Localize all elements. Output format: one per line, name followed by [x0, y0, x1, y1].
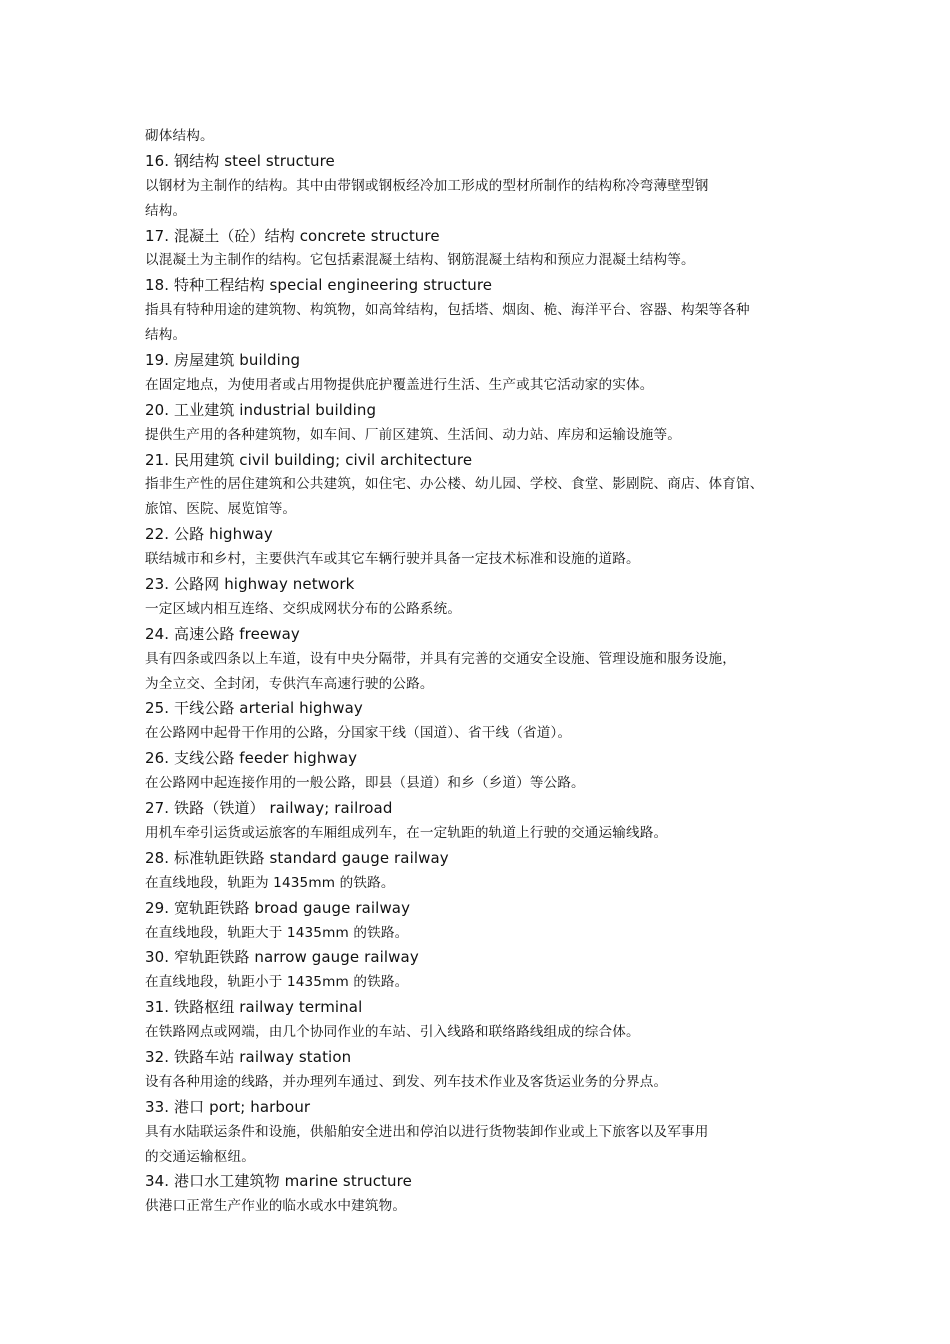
- term-heading: 26. 支线公路 feeder highway: [145, 749, 358, 768]
- definition-line: 以钢材为主制作的结构。其中由带钢或钢板经冷加工形成的型材所制作的结构称冷弯薄壁型钢: [145, 177, 709, 194]
- term-heading: 33. 港口 port; harbour: [145, 1097, 311, 1116]
- term-heading: 16. 钢结构 steel structure: [145, 151, 335, 170]
- term-heading: 32. 铁路车站 railway station: [145, 1047, 352, 1066]
- term-heading: 22. 公路 highway: [145, 525, 273, 544]
- definition-line: 供港口正常生产作业的临水或水中建筑物。: [145, 1198, 407, 1215]
- definition-line: 设有各种用途的线路，并办理列车通过、到发、列车技术作业及客货运业务的分界点。: [145, 1073, 668, 1090]
- definition-line: 具有水陆联运条件和设施，供船舶安全进出和停泊以进行货物装卸作业或上下旅客以及军事用: [145, 1123, 709, 1140]
- term-heading: 17. 混凝土（砼）结构 concrete structure: [145, 226, 440, 245]
- term-heading: 25. 干线公路 arterial highway: [145, 699, 363, 718]
- term-heading: 28. 标准轨距铁路 standard gauge railway: [145, 848, 449, 867]
- definition-line: 用机车牵引运货或运旅客的车厢组成列车，在一定轨距的轨道上行驶的交通运输线路。: [145, 824, 668, 841]
- term-heading: 30. 窄轨距铁路 narrow gauge railway: [145, 948, 419, 967]
- definition-line: 在直线地段，轨距小于 1435mm 的铁路。: [145, 974, 409, 991]
- definition-line: 在公路网中起骨干作用的公路，分国家干线（国道）、省干线（省道）。: [145, 725, 572, 742]
- definition-line: 在固定地点，为使用者或占用物提供庇护覆盖进行生活、生产或其它活动家的实体。: [145, 376, 654, 393]
- term-heading: 31. 铁路枢纽 railway terminal: [145, 998, 363, 1017]
- definition-line: 在直线地段，轨距大于 1435mm 的铁路。: [145, 924, 409, 941]
- term-heading: 27. 铁路（铁道） railway; railroad: [145, 799, 393, 818]
- term-heading: 19. 房屋建筑 building: [145, 351, 301, 370]
- definition-line: 提供生产用的各种建筑物，如车间、厂前区建筑、生活间、动力站、库房和运输设施等。: [145, 426, 682, 443]
- definition-line: 指非生产性的居住建筑和公共建筑，如住宅、办公楼、幼儿园、学校、食堂、影剧院、商店、体育馆、: [145, 476, 764, 493]
- definition-line: 结构。: [145, 327, 187, 344]
- term-heading: 34. 港口水工建筑物 marine structure: [145, 1172, 412, 1191]
- term-heading: 18. 特种工程结构 special engineering structure: [145, 276, 493, 295]
- term-heading: 20. 工业建筑 industrial building: [145, 400, 377, 419]
- definition-line: 为全立交、全封闭，专供汽车高速行驶的公路。: [145, 675, 434, 692]
- definition-line: 的交通运输枢纽。: [145, 1148, 255, 1165]
- definition-line: 一定区域内相互连络、交织成网状分布的公路系统。: [145, 600, 462, 617]
- document-page: [145, 124, 813, 1219]
- term-heading: 21. 民用建筑 civil building; civil architecture: [145, 450, 473, 469]
- definition-line: 指具有特种用途的建筑物、构筑物，如高耸结构，包括塔、烟囱、桅、海洋平台、容器、构架等各种: [145, 302, 750, 319]
- term-heading: 24. 高速公路 freeway: [145, 624, 300, 643]
- term-heading: 29. 宽轨距铁路 broad gauge railway: [145, 898, 411, 917]
- definition-line: 具有四条或四条以上车道，设有中央分隔带，并具有完善的交通安全设施、管理设施和服务设施，: [145, 650, 736, 667]
- definition-line: 在公路网中起连接作用的一般公路，即县（县道）和乡（乡道）等公路。: [145, 775, 585, 792]
- definition-line: 在铁路网点或网端，由几个协同作业的车站、引入线路和联络路线组成的综合体。: [145, 1024, 640, 1041]
- definition-line: 以混凝土为主制作的结构。它包括素混凝土结构、钢筋混凝土结构和预应力混凝土结构等。: [145, 252, 695, 269]
- definition-line: 联结城市和乡村，主要供汽车或其它车辆行驶并具备一定技术标准和设施的道路。: [145, 551, 640, 568]
- definition-line: 砌体结构。: [145, 128, 214, 144]
- definition-line: 结构。: [145, 202, 187, 219]
- term-heading: 23. 公路网 highway network: [145, 575, 355, 594]
- definition-line: 在直线地段，轨距为 1435mm 的铁路。: [145, 874, 395, 891]
- definition-line: 旅馆、医院、展览馆等。: [145, 501, 297, 518]
